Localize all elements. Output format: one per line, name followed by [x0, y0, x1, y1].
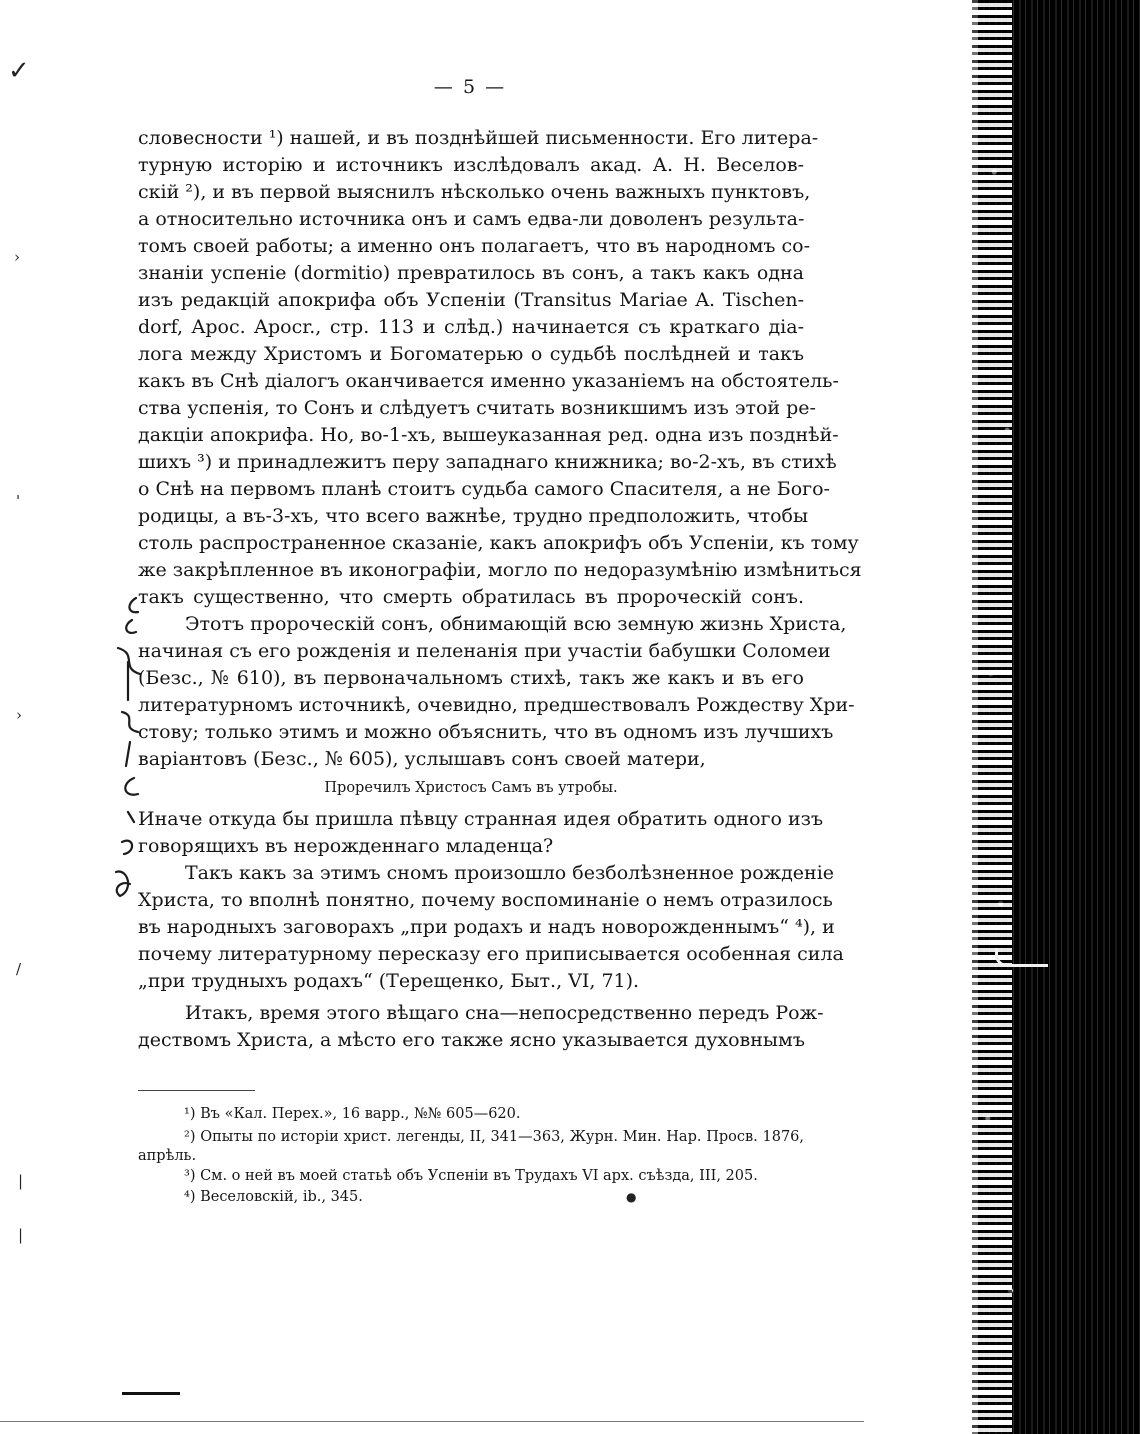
quoted-verse: Прорeчилъ Христосъ Самъ въ утробы.: [324, 780, 618, 796]
body-line: варіантовъ (Безс., № 605), услышавъ сонъ своей матери,: [138, 748, 706, 770]
body-line: о Снѣ на первомъ планѣ стоитъ судьба самого Спасителя, а не Бого-: [138, 478, 830, 500]
body-line: же закрѣпленное въ иконографіи, могло по недоразумѣнію измѣниться: [138, 559, 862, 581]
page-number: — 5 —: [433, 76, 507, 98]
footnote: ⁴) Веселовскій, ib., 345.: [184, 1189, 363, 1205]
scan-ink-dash: [122, 1392, 180, 1395]
body-line: въ народныхъ заговорахъ „при родахъ и надъ новорожденнымъ“ ⁴), и: [138, 916, 835, 938]
margin-ink-mark: |: [18, 1226, 24, 1244]
scan-bottom-edge: [0, 1421, 864, 1422]
body-line: родицы, а въ-3-хъ, что всего важнѣе, трудно предположить, чтобы: [138, 505, 809, 527]
body-line: томъ своей работы; а именно онъ полагаетъ, что въ народномъ со-: [138, 235, 810, 257]
body-line: dorf, Apoc. Apocr., стр. 113 и слѣд.) начинается съ краткаго діа-: [138, 316, 804, 338]
footnote-continuation: апрѣль.: [138, 1148, 197, 1164]
margin-ink-mark: ›: [16, 706, 22, 724]
body-line: скій ²), и въ первой выяснилъ нѣсколько очень важныхъ пунктовъ,: [138, 181, 811, 203]
footnote: ³) См. о ней въ моей статьѣ объ Успеніи въ Трудахъ VI арх. съѣзда, III, 205.: [184, 1168, 758, 1184]
body-line: дакціи апокрифа. Но, во-1-хъ, вышеуказанная ред. одна изъ позднѣй-: [138, 424, 839, 446]
paragraph-first-line: Такъ какъ за этимъ сномъ произошло безболѣзненное рожденіе: [185, 862, 835, 884]
body-line: Христа, то вполнѣ понятно, почему воспоминаніе о немъ отразилось: [138, 889, 833, 911]
footnote-separator: [138, 1090, 255, 1091]
body-line: „при трудныхъ родахъ“ (Терещенко, Быт., VI, 71).: [138, 970, 640, 992]
scan-edge-noise: [972, 0, 1012, 1434]
body-line: какъ въ Снѣ діалогъ оканчивается именно указаніемъ на обстоятель-: [138, 370, 839, 392]
body-line: литературномъ источникѣ, очевидно, предшествовалъ Рождеству Хри-: [138, 694, 855, 716]
body-line: лога между Христомъ и Богоматерью о судьбѣ послѣдней и такъ: [138, 343, 804, 365]
body-line: стову; только этимъ и можно объяснить, что въ одномъ изъ лучшихъ: [138, 721, 834, 743]
paragraph-first-line: Этотъ пророческій сонъ, обнимающій всю земную жизнь Христа,: [185, 613, 847, 635]
body-line: знаніи успеніе (dormitio) превратилось въ сонъ, а такъ какъ одна: [138, 262, 804, 284]
body-line: (Безс., № 610), въ первоначальномъ стихѣ, такъ же какъ и въ его: [138, 667, 804, 689]
footnote: ¹) Въ «Кал. Перех.», 16 варр., №№ 605—620.: [184, 1106, 521, 1122]
margin-ink-mark: ✓: [8, 56, 30, 86]
body-line: ства успенія, то Сонъ и слѣдуетъ считать возникшимъ изъ этой ре-: [138, 397, 816, 419]
body-line: шихъ ³) и принадлежитъ перу западнаго книжника; во-2-хъ, въ стихѣ: [138, 451, 837, 473]
margin-ink-mark: ›: [14, 248, 20, 266]
body-line: такъ существенно, что смерть обратилась въ пророческій сонъ.: [138, 586, 804, 608]
body-line: турную исторію и источникъ изслѣдовалъ акад. А. Н. Веселов-: [138, 154, 804, 176]
body-line: словесности ¹) нашей, и въ позднѣйшей письменности. Его литера-: [138, 127, 819, 149]
body-line: говорящихъ въ нерожденнаго младенца?: [138, 835, 554, 857]
body-line: изъ редакцій апокрифа объ Успеніи (Transitus Mariae A. Tischen-: [138, 289, 804, 311]
footnote: ²) Опыты по исторіи христ. легенды, II, 341—363, Журн. Мин. Нар. Просв. 1876,: [184, 1129, 804, 1145]
body-line: дествомъ Христа, а мѣсто его также ясно указывается духовнымъ: [138, 1029, 805, 1051]
body-line: почему литературному пересказу его приписывается особенная сила: [138, 943, 844, 965]
margin-ink-mark: |: [18, 1172, 24, 1190]
body-line: а относительно источника онъ и самъ едва-ли доволенъ результа-: [138, 208, 805, 230]
body-line: начиная съ его рожденія и пеленанія при участіи бабушки Соломеи: [138, 640, 831, 662]
margin-ink-mark: ': [16, 492, 21, 510]
body-line: столь распространенное сказаніе, какъ апокрифъ объ Успеніи, къ тому: [138, 532, 859, 554]
paragraph-first-line: Итакъ, время этого вѣщаго сна—непосредственно передъ Рож-: [185, 1002, 824, 1024]
ink-dot: ●: [626, 1190, 637, 1204]
scan-edge-mark: [995, 948, 1048, 967]
margin-ink-mark: /: [16, 960, 22, 978]
body-line: Иначе откуда бы пришла пѣвцу странная идея обратить одного изъ: [138, 808, 824, 830]
